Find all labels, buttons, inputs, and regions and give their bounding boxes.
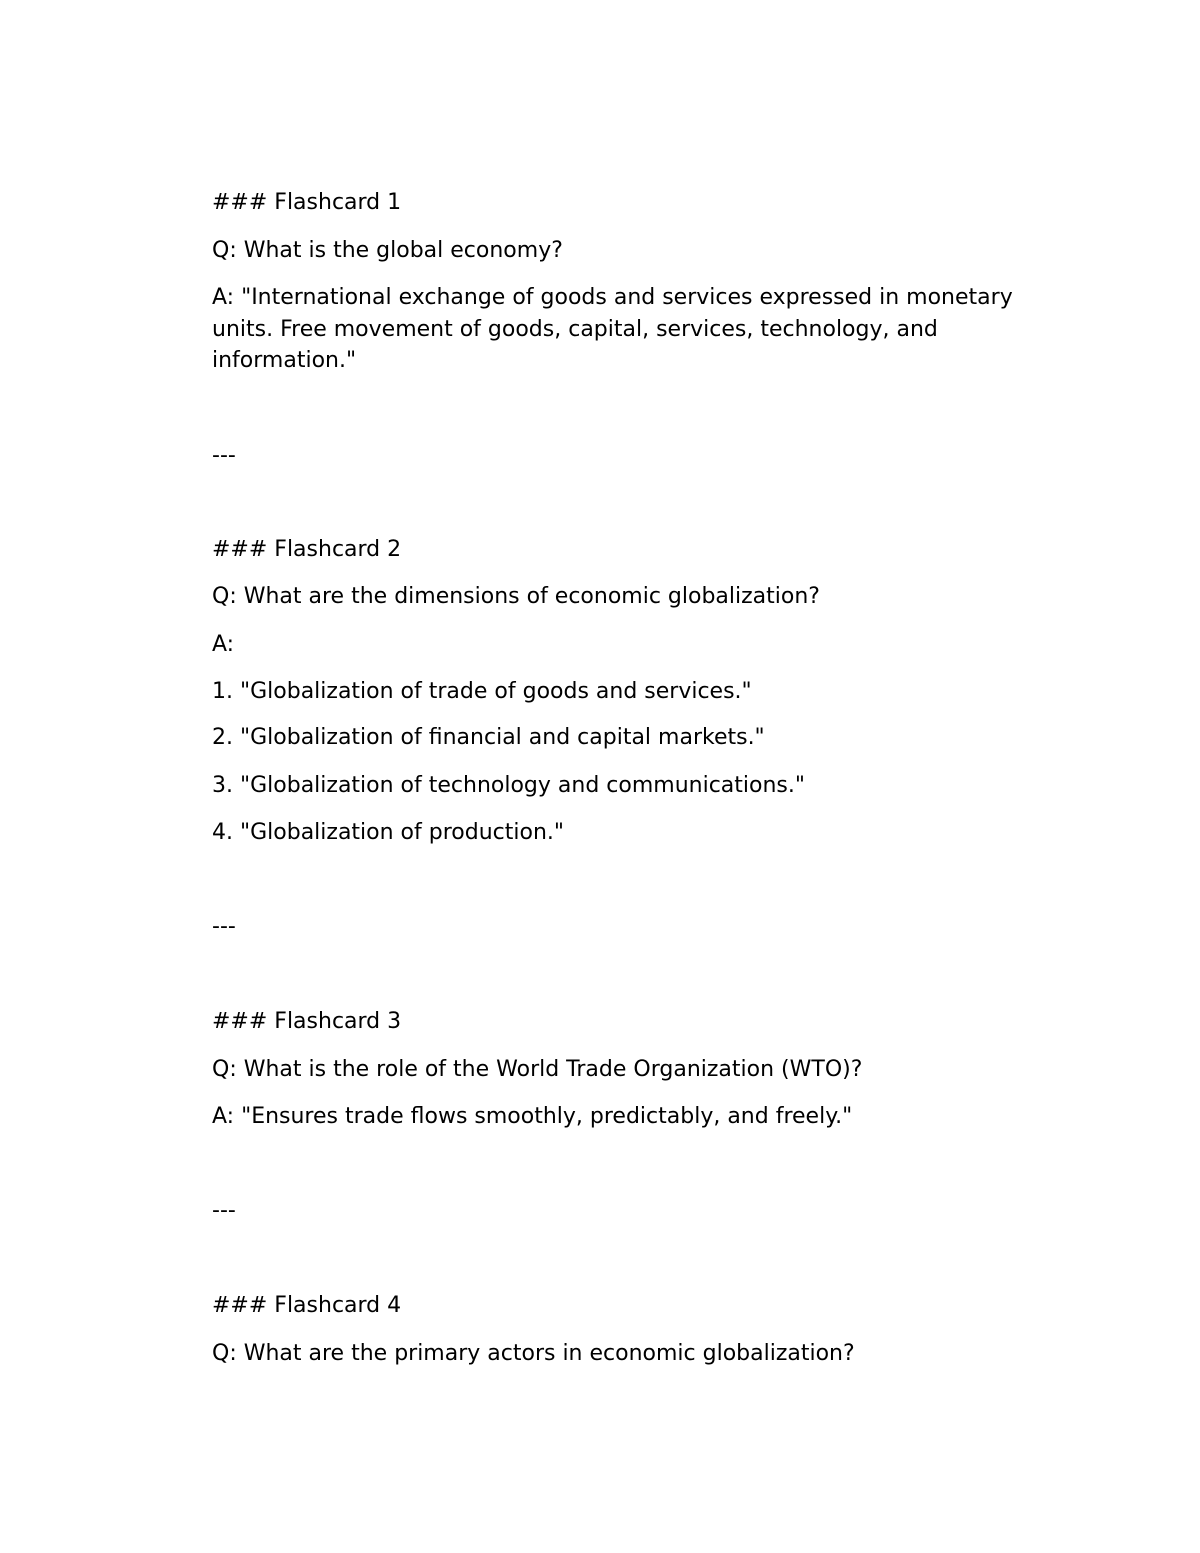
flashcard-answer: A: "Ensures trade flows smoothly, predictably, and freely." [212,1104,853,1129]
flashcard-answer: A: "International exchange of goods and services expressed in monetary units. Free movement of goods, capital, services, technology, and information." [212,285,1013,373]
flashcard-heading: ### Flashcard 2 [212,537,402,562]
answer-list-item: 2. "Globalization of financial and capital markets." [212,725,765,750]
flashcard-question: Q: What is the global economy? [212,238,563,263]
flashcard-question: Q: What are the primary actors in economic globalization? [212,1341,855,1366]
answer-list-item: 3. "Globalization of technology and communications." [212,773,806,798]
flashcard-question: Q: What is the role of the World Trade Organization (WTO)? [212,1057,863,1082]
answer-list-item: 4. "Globalization of production." [212,820,564,845]
separator: --- [212,443,236,468]
flashcard-answer: A: [212,632,235,657]
separator: --- [212,914,236,939]
flashcard-heading: ### Flashcard 1 [212,190,402,215]
flashcard-heading: ### Flashcard 3 [212,1009,402,1034]
separator: --- [212,1198,236,1223]
flashcard-question: Q: What are the dimensions of economic globalization? [212,584,820,609]
answer-list-item: 1. "Globalization of trade of goods and services." [212,679,752,704]
flashcard-heading: ### Flashcard 4 [212,1293,402,1318]
